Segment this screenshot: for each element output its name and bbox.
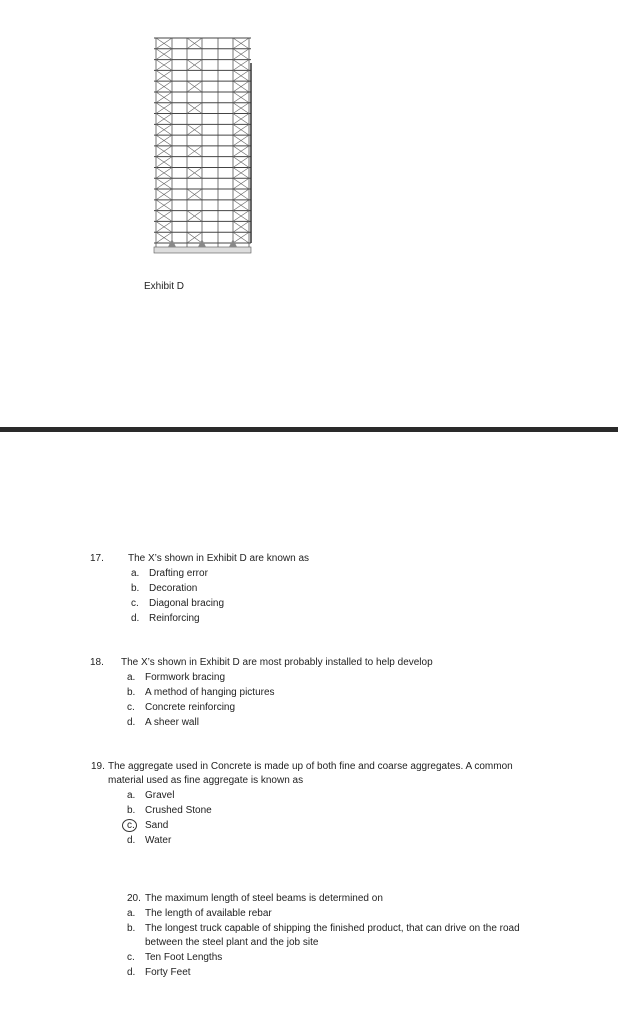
q17-option-b: Decoration	[149, 583, 198, 594]
q20-option-a: The length of available rebar	[145, 908, 272, 919]
floor-beams	[154, 38, 251, 243]
q20-option-b-line2: between the steel plant and the job site	[145, 937, 319, 948]
q18-option-letter: a.	[127, 672, 136, 683]
q17-option-d: Reinforcing	[149, 613, 200, 624]
q19-option-letter: b.	[127, 805, 136, 816]
q17-option-letter: d.	[131, 613, 140, 624]
q18-option-a: Formwork bracing	[145, 672, 226, 683]
q19-option-letter: d.	[127, 835, 136, 846]
q19-option-a: Gravel	[145, 790, 175, 801]
q20-option-d: Forty Feet	[145, 967, 191, 978]
exhibit-caption: Exhibit D	[144, 281, 185, 292]
q18-option-letter: d.	[127, 717, 136, 728]
q17-option-letter: b.	[131, 583, 140, 594]
q18-option-d: A sheer wall	[145, 717, 199, 728]
foundation	[154, 247, 251, 253]
q17-option-a: Drafting error	[149, 568, 208, 579]
q20-option-letter: b.	[127, 923, 136, 934]
q17-option-c: Diagonal bracing	[149, 598, 225, 609]
question-17-number: 17.	[90, 553, 104, 564]
question-18-text: The X’s shown in Exhibit D are most probably installed to help develop	[121, 657, 433, 668]
question-17-text: The X’s shown in Exhibit D are known as	[128, 553, 310, 564]
q20-option-c: Ten Foot Lengths	[145, 952, 223, 963]
q19-option-letter: c.	[127, 820, 135, 831]
q19-option-letter: a.	[127, 790, 136, 801]
q18-option-c: Concrete reinforcing	[145, 702, 236, 713]
q20-option-letter: c.	[127, 952, 135, 963]
q18-option-letter: c.	[127, 702, 135, 713]
page-divider	[0, 427, 618, 432]
building-frame	[156, 38, 249, 248]
question-18-number: 18.	[90, 657, 104, 668]
question-19-text-line2: material used as fine aggregate is known as	[108, 775, 304, 786]
q19-option-b: Crushed Stone	[145, 805, 212, 816]
q19-option-c: Sand	[145, 820, 169, 831]
diagonal-bracing-x-marks	[156, 38, 249, 243]
q20-option-letter: a.	[127, 908, 136, 919]
exhibit-d-frame-drawing	[150, 33, 255, 258]
question-19-text-line1: The aggregate used in Concrete is made up of both fine and coarse aggregates. A common	[108, 761, 513, 772]
q17-option-letter: a.	[131, 568, 140, 579]
q20-option-b-line1: The longest truck capable of shipping the finished product, that can drive on the road	[145, 923, 520, 934]
q17-option-letter: c.	[131, 598, 139, 609]
q19-option-d: Water	[145, 835, 172, 846]
question-19-number: 19.	[91, 761, 105, 772]
question-20-text: The maximum length of steel beams is determined on	[145, 893, 383, 904]
q20-option-letter: d.	[127, 967, 136, 978]
q18-option-letter: b.	[127, 687, 136, 698]
question-20-number: 20.	[127, 893, 141, 904]
q18-option-b: A method of hanging pictures	[145, 687, 275, 698]
